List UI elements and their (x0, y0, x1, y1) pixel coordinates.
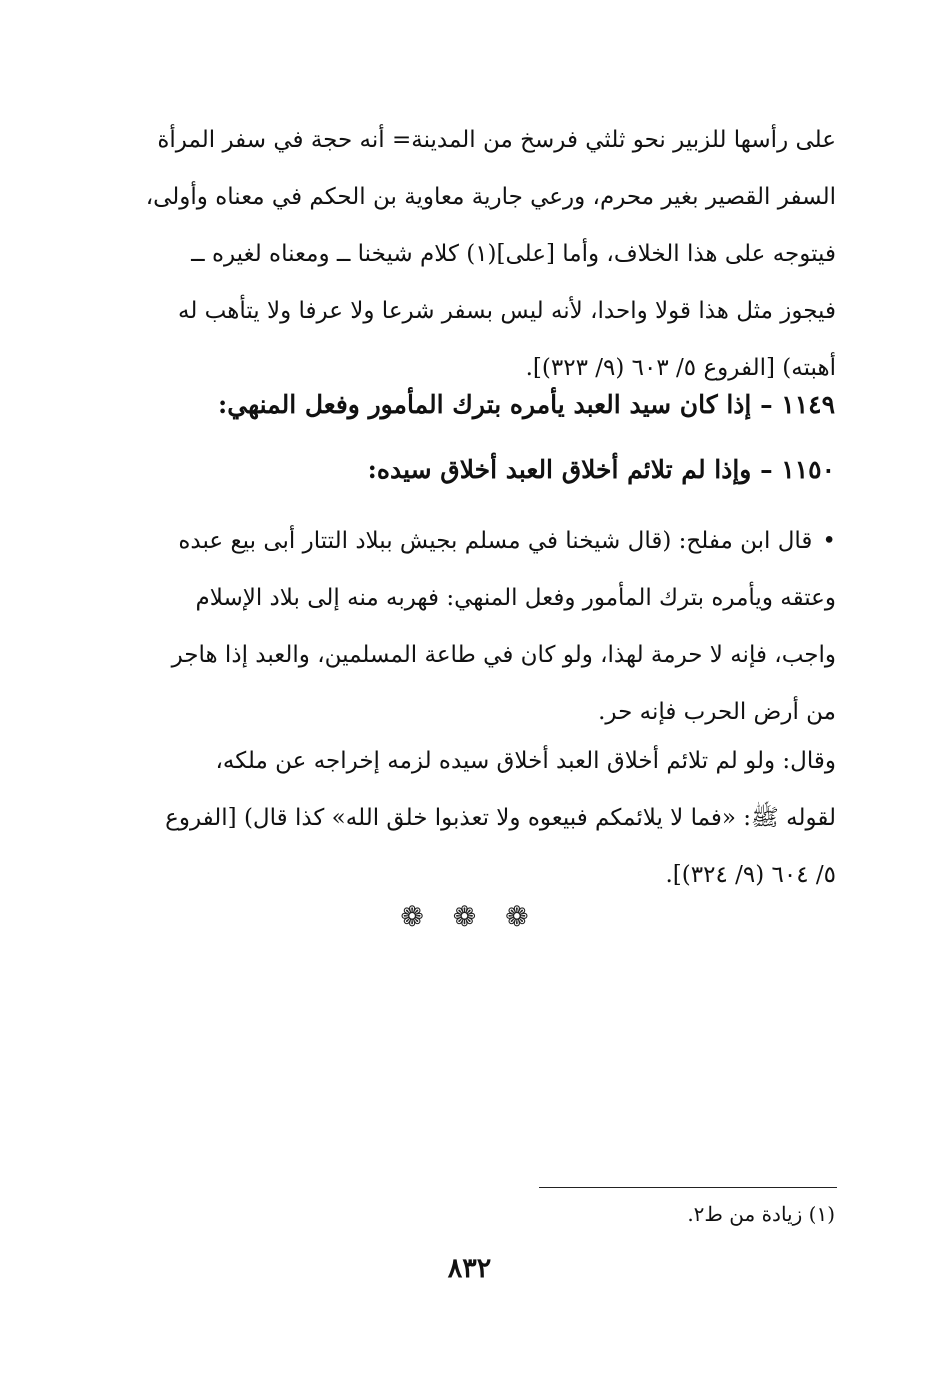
text-line: وقال: ولو لم تلائم أخلاق العبد أخلاق سيده لزمه إخراجه عن ملكه، (215, 748, 836, 774)
bullet-icon: • (822, 528, 836, 554)
paragraph-ibn-muflih (96, 513, 836, 741)
section-heading-1149: ١١٤٩ – إذا كان سيد العبد يأمره بترك المأمور وفعل المنهي: (218, 390, 835, 419)
paragraph-qal (96, 733, 836, 904)
text-line: من أرض الحرب فإنه حر. (598, 699, 836, 725)
text-line: أهبته) [الفروع ٥/ ٦٠٣ (٩/ ٣٢٣)]. (525, 355, 836, 381)
text-line-content: قال ابن مفلح: (قال شيخنا في مسلم بجيش ببلاد التتار أبى بيع عبده (178, 528, 813, 554)
text-line: واجب، فإنه لا حرمة لهذا، ولو كان في طاعة المسلمين، والعبد إذا هاجر (171, 642, 836, 668)
footnote-divider (539, 1187, 837, 1188)
text-line: فيجوز مثل هذا قولا واحدا، لأنه ليس بسفر شرعا ولا عرفا ولا يتأهب له (177, 298, 836, 324)
text-line: على رأسها للزبير نحو ثلثي فرسخ من المدينة= أنه حجة في سفر المرأة (157, 127, 836, 153)
text-line: لقوله ﷺ: «فما لا يلائمكم فبيعوه ولا تعذبوا خلق الله» كذا قال) [الفروع (165, 805, 836, 831)
text-line: السفر القصير بغير محرم، ورعي جارية معاوية بن الحكم في معناه وأولى، (145, 184, 836, 210)
text-line: فيتوجه على هذا الخلاف، وأما [على](١) كلام شيخنا ــ ومعناه لغيره ــ (191, 241, 836, 267)
paragraph-continuation (96, 112, 836, 397)
text-line (96, 513, 836, 570)
text-line: وعتقه ويأمره بترك المأمور وفعل المنهي: فهربه منه إلى بلاد الإسلام (195, 585, 836, 611)
flower-ornament-icon: ❁ ❁ ❁ (400, 900, 539, 933)
text-line: ٥/ ٦٠٤ (٩/ ٣٢٤)]. (665, 862, 836, 888)
page-number: ٨٣٢ (447, 1253, 492, 1284)
footnote: (١) زيادة من ط٢. (687, 1202, 835, 1226)
section-heading-1150: ١١٥٠ – وإذا لم تلائم أخلاق العبد أخلاق سيده: (367, 455, 835, 484)
